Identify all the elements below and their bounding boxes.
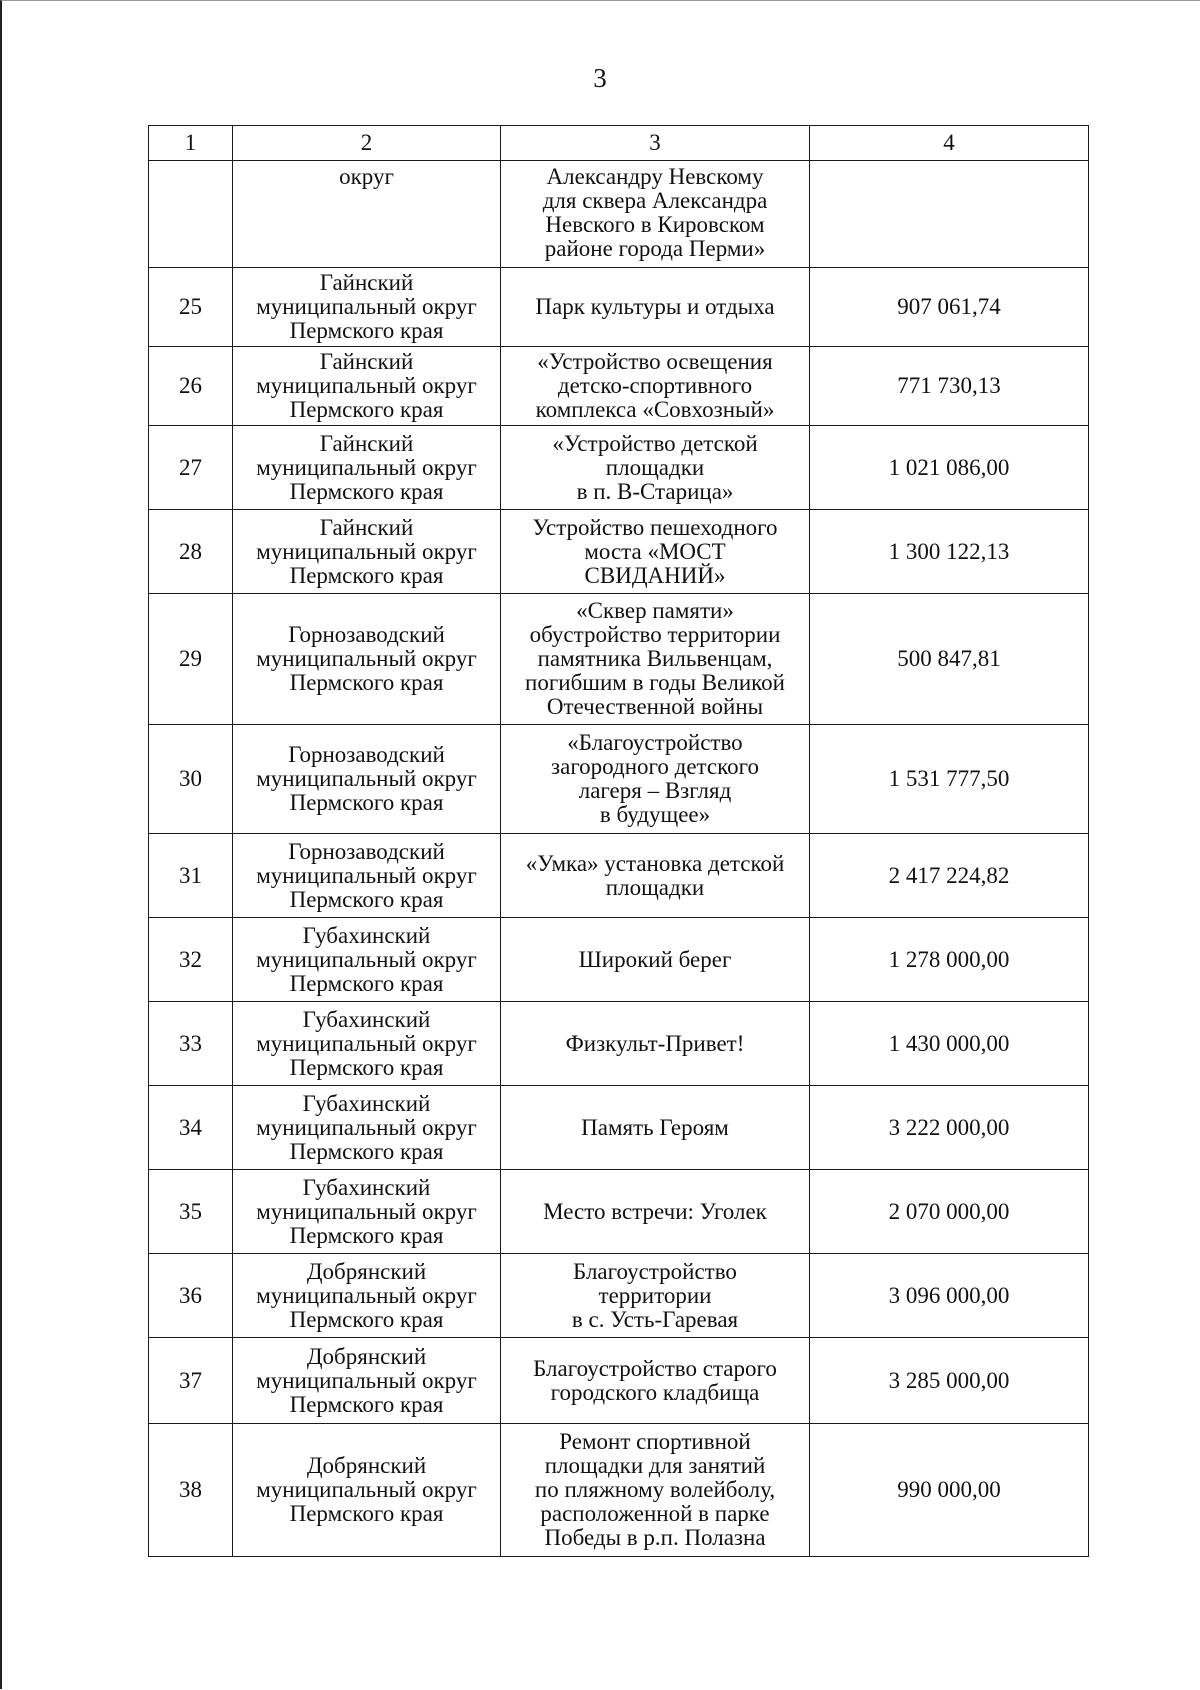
table-row [149,426,1089,510]
project-cell: «Устройство освещения детско-спортивного комплекса «Совхозный» [501,347,810,426]
project-cell: Александру Невскому для сквера Александра Невского в Кировском районе города Перми» [501,161,810,268]
row-number: 30 [149,725,233,834]
amount-cell: 771 730,13 [810,347,1089,426]
table-row [149,510,1089,594]
header-col-2: 2 [233,126,501,161]
header-col-4: 4 [810,126,1089,161]
row-number: 34 [149,1086,233,1170]
project-cell: Широкий берег [501,918,810,1002]
district-cell: Горнозаводский муниципальный округ Пермского края [233,594,501,725]
grants-table [148,125,1089,1557]
district-cell: Добрянский муниципальный округ Пермского края [233,1338,501,1424]
district-cell: Горнозаводский муниципальный округ Пермского края [233,834,501,918]
table-row [149,594,1089,725]
amount-cell: 3 222 000,00 [810,1086,1089,1170]
district-cell: Добрянский муниципальный округ Пермского края [233,1254,501,1338]
row-number: 31 [149,834,233,918]
amount-cell: 1 021 086,00 [810,426,1089,510]
district-cell: Горнозаводский муниципальный округ Пермского края [233,725,501,834]
district-cell: Губахинский муниципальный округ Пермского края [233,918,501,1002]
table-row [149,725,1089,834]
row-number: 36 [149,1254,233,1338]
amount-cell: 1 300 122,13 [810,510,1089,594]
header-row [149,126,1089,161]
table-row [149,1338,1089,1424]
row-number: 29 [149,594,233,725]
row-number: 26 [149,347,233,426]
table-row [149,268,1089,347]
amount-cell: 907 061,74 [810,268,1089,347]
row-number: 32 [149,918,233,1002]
district-cell: Добрянский муниципальный округ Пермского края [233,1424,501,1557]
amount-cell: 1 531 777,50 [810,725,1089,834]
table-row [149,1170,1089,1254]
project-cell: Физкульт-Привет! [501,1002,810,1086]
district-cell: Гайнский муниципальный округ Пермского края [233,268,501,347]
project-cell: Благоустройство территории в с. Усть-Гаревая [501,1254,810,1338]
row-number: 28 [149,510,233,594]
amount-cell: 1 278 000,00 [810,918,1089,1002]
project-cell: Место встречи: Уголек [501,1170,810,1254]
project-cell: Память Героям [501,1086,810,1170]
project-cell: Парк культуры и отдыха [501,268,810,347]
row-number [149,161,233,268]
amount-cell: 3 285 000,00 [810,1338,1089,1424]
table-row [149,918,1089,1002]
project-cell: «Умка» установка детской площадки [501,834,810,918]
project-cell: Устройство пешеходного моста «МОСТ СВИДАНИЙ» [501,510,810,594]
row-number: 25 [149,268,233,347]
table-row [149,1002,1089,1086]
district-cell: Губахинский муниципальный округ Пермского края [233,1086,501,1170]
district-cell: Гайнский муниципальный округ Пермского края [233,510,501,594]
header-col-3: 3 [501,126,810,161]
table-row [149,1424,1089,1557]
project-cell: Ремонт спортивной площадки для занятий по пляжному волейболу, расположенной в парке Победы в р.п. Полазна [501,1424,810,1557]
row-number: 35 [149,1170,233,1254]
project-cell: «Устройство детской площадки в п. В-Старица» [501,426,810,510]
row-number: 27 [149,426,233,510]
row-number: 37 [149,1338,233,1424]
continuation-row [149,161,1089,268]
district-cell: округ [233,161,501,268]
row-number: 38 [149,1424,233,1557]
district-cell: Губахинский муниципальный округ Пермского края [233,1170,501,1254]
table-row [149,347,1089,426]
amount-cell: 2 070 000,00 [810,1170,1089,1254]
header-col-1: 1 [149,126,233,161]
amount-cell: 1 430 000,00 [810,1002,1089,1086]
project-cell: «Благоустройство загородного детского лагеря – Взгляд в будущее» [501,725,810,834]
district-cell: Губахинский муниципальный округ Пермского края [233,1002,501,1086]
amount-cell: 2 417 224,82 [810,834,1089,918]
project-cell: «Сквер памяти» обустройство территории памятника Вильвенцам, погибшим в годы Великой Отечественной войны [501,594,810,725]
table-row [149,1254,1089,1338]
table-row [149,1086,1089,1170]
district-cell: Гайнский муниципальный округ Пермского края [233,426,501,510]
table-row [149,834,1089,918]
row-number: 33 [149,1002,233,1086]
amount-cell: 500 847,81 [810,594,1089,725]
amount-cell: 990 000,00 [810,1424,1089,1557]
page-number: 3 [593,63,607,93]
amount-cell: 3 096 000,00 [810,1254,1089,1338]
district-cell: Гайнский муниципальный округ Пермского края [233,347,501,426]
amount-cell [810,161,1089,268]
project-cell: Благоустройство старого городского кладбища [501,1338,810,1424]
